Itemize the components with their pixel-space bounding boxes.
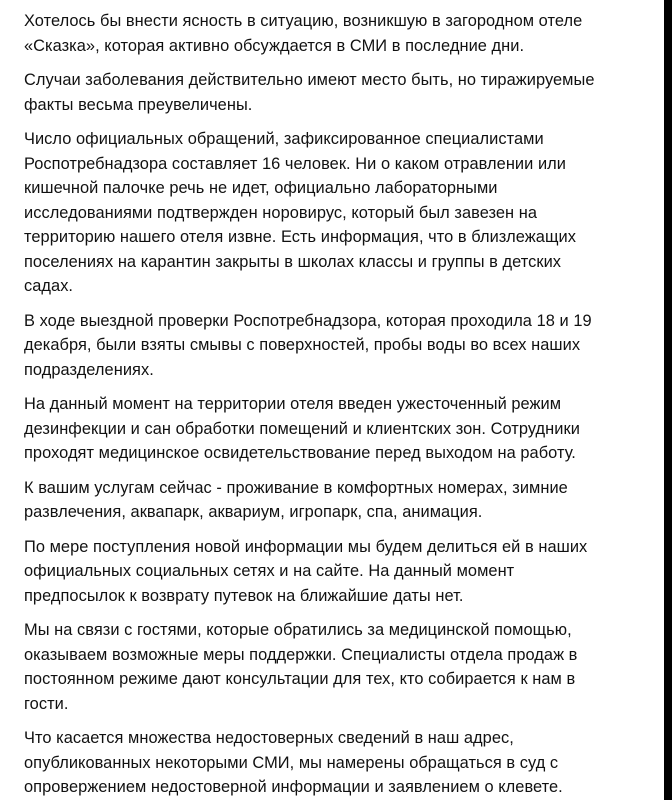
paragraph-line: постоянном режиме дают консультации для тех, кто собирается к нам в [24, 670, 576, 688]
paragraph-line: предпосылок к возврату путевок на ближайшие даты нет. [24, 586, 464, 605]
paragraph-line: оказываем возможные меры поддержки. Специалисты отдела продаж в [24, 645, 578, 664]
paragraph-line: гости. [24, 694, 69, 713]
paragraph-line: кишечной палочке речь не идет, официально лабораторными [24, 179, 498, 197]
paragraph-line: официальных социальных сетях и на сайте. На данный момент [24, 562, 515, 580]
paragraph-line: На данный момент на территории отеля введен ужесточенный режим [24, 395, 562, 413]
paragraph-line: дезинфекции и сан обработки помещений и клиентских зон. Сотрудники [24, 419, 580, 438]
paragraph-line: Случаи заболевания действительно имеют место быть, но тиражируемые [24, 71, 595, 89]
paragraph-line: К вашим услугам сейчас - проживание в комфортных номерах, зимние [24, 478, 568, 497]
paragraph-line: развлечения, аквапарк, аквариум, игропарк, спа, анимация. [24, 503, 483, 521]
paragraph-line: «Сказка», которая активно обсуждается в СМИ в последние дни. [24, 36, 525, 55]
post-paragraph [24, 392, 648, 466]
post-paragraph [24, 618, 648, 716]
paragraph-line: декабря, были взяты смывы с поверхностей, пробы воды во всех наших [24, 336, 581, 354]
post-paragraph [24, 476, 648, 525]
post-paragraph [24, 535, 648, 609]
paragraph-line: опубликованных некоторыми СМИ, мы намерены обращаться в суд с [24, 753, 559, 772]
paragraph-line: территорию нашего отеля извне. Есть информация, что в близлежащих [24, 228, 576, 246]
post-paragraph [24, 68, 648, 117]
paragraph-line: По мере поступления новой информации мы будем делиться ей в наших [24, 537, 588, 556]
paragraph-line: Мы на связи с гостями, которые обратились за медицинской помощью, [24, 621, 572, 639]
paragraph-line: Роспотребнадзора составляет 16 человек. Ни о каком отравлении или [24, 154, 566, 173]
paragraph-line: исследованиями подтвержден норовирус, который был завезен на [24, 203, 538, 222]
paragraph-line: проходят медицинское освидетельствование перед выходом на работу. [24, 444, 576, 462]
paragraph-line: факты весьма преувеличены. [24, 95, 253, 114]
paragraph-line: В ходе выездной проверки Роспотребнадзора, которая проходила 18 и 19 [24, 311, 592, 330]
paragraph-line: опровержением недостоверной информации и заявлением о клевете. [24, 778, 563, 796]
paragraph-line: поселениях на карантин закрыты в школах классы и группы в детских [24, 252, 562, 271]
post-paragraph [24, 9, 648, 58]
post-body [24, 9, 648, 800]
paragraph-line: Что касается множества недостоверных сведений в наш адрес, [24, 729, 514, 747]
post-paragraph [24, 726, 648, 800]
post-paragraph [24, 309, 648, 383]
paragraph-line: Число официальных обращений, зафиксированное специалистами [24, 130, 544, 148]
paragraph-line: садах. [24, 277, 74, 295]
post-paragraph [24, 127, 648, 299]
paragraph-line: Хотелось бы внести ясность в ситуацию, возникшую в загородном отеле [24, 12, 583, 30]
paragraph-line: подразделениях. [24, 360, 154, 379]
